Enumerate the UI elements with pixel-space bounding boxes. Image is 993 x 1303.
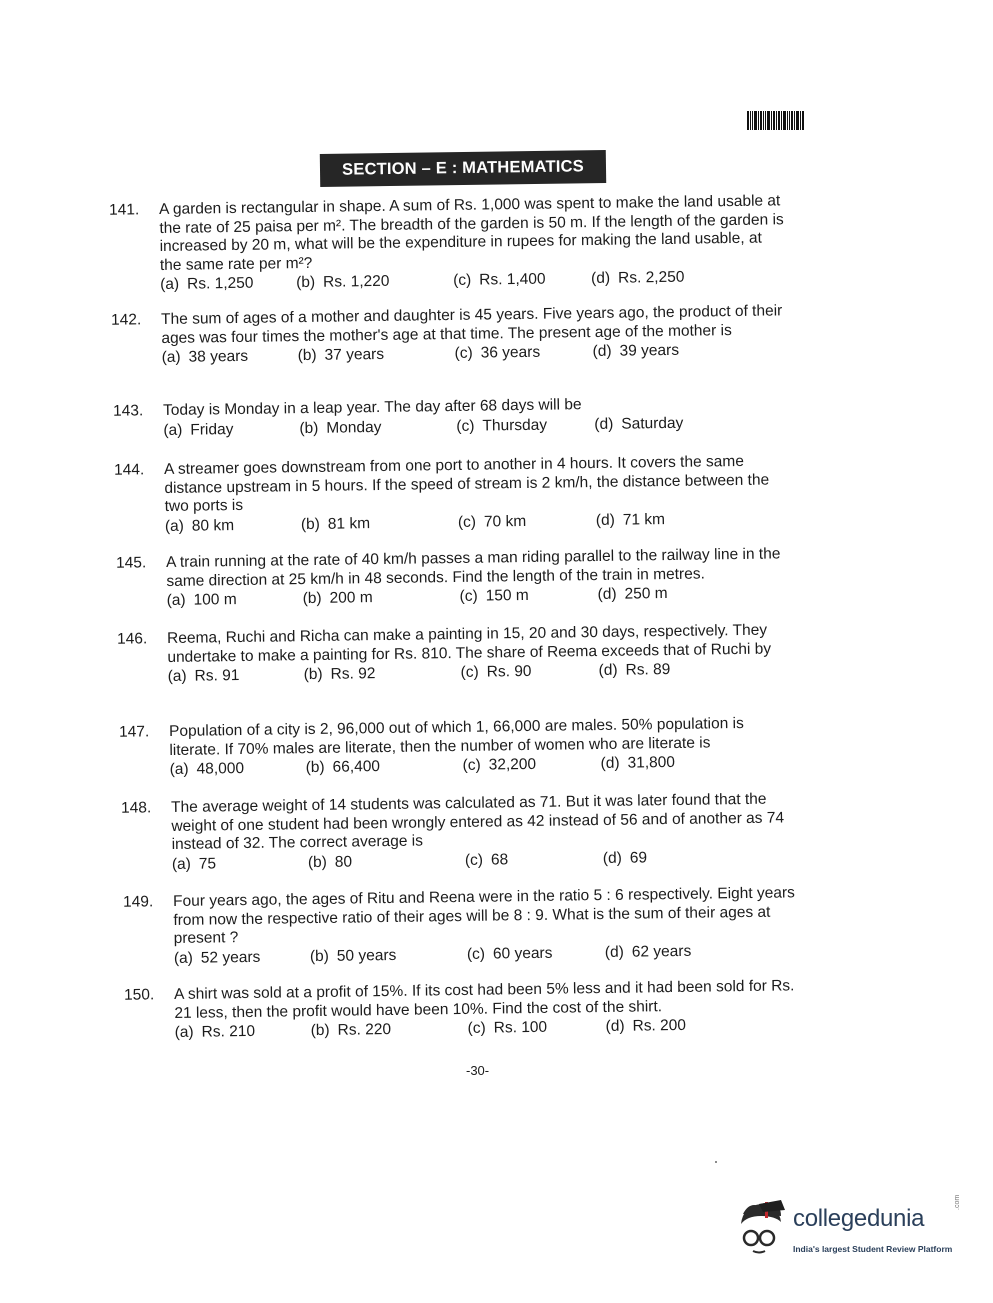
page-number: -30- (466, 1063, 490, 1078)
question-number: 142. (111, 311, 142, 329)
option-a: (a) 52 years (173, 948, 261, 967)
option-c: (c) 32,200 (462, 755, 537, 774)
question-number: 146. (117, 630, 148, 648)
question-number: 144. (114, 461, 145, 479)
option-d: (d) 62 years (604, 942, 692, 961)
question-147 (119, 714, 796, 779)
option-c: (c) Rs. 90 (460, 662, 532, 681)
question-text: Four years ago, the ages of Ritu and Reena were in the ratio 5 : 6 respectively. Eight years from now the respective ratio of their ages will be 8 : 9. What is the sum of their ages at present ? (173, 884, 795, 947)
question-number: 149. (123, 893, 154, 911)
option-b: (b) Rs. 220 (310, 1020, 392, 1040)
brand-name: collegedunia (793, 1205, 925, 1232)
option-a: (a) 80 km (164, 516, 235, 535)
option-d: (d) 69 (602, 848, 648, 867)
option-c: (c) 68 (464, 850, 509, 869)
question-number: 145. (116, 554, 147, 572)
option-a: (a) Rs. 91 (167, 666, 240, 685)
question-141 (109, 192, 786, 294)
option-a: (a) Rs. 210 (174, 1022, 256, 1041)
option-a: (a) Friday (163, 420, 234, 439)
option-d: (d) 39 years (592, 341, 680, 360)
question-text: A garden is rectangular in shape. A sum of Rs. 1,000 was spent to make the land usable at the rate of 25 paisa per m². The breadth of the garden is 50 m. If the length of the garden is increased by 20 m, what will be the expenditure in rupees for making the land usable, at the same rate per m²? (159, 192, 784, 274)
question-number: 147. (119, 723, 150, 741)
option-a: (a) 38 years (161, 347, 249, 366)
question-146 (117, 621, 794, 686)
option-c: (c) 150 m (459, 586, 529, 605)
section-title: SECTION – E : MATHEMATICS (320, 150, 606, 187)
question-number: 150. (124, 986, 155, 1004)
question-142 (111, 302, 788, 367)
question-number: 148. (121, 799, 152, 817)
option-c: (c) 60 years (466, 944, 553, 963)
option-b: (b) 66,400 (305, 758, 381, 777)
question-text: A train running at the rate of 40 km/h passes a man riding parallel to the railway line in the same direction at 25 km/h in 48 seconds. Find the length of the train in metres. (166, 545, 781, 590)
student-mascot-icon (735, 1198, 791, 1258)
option-b: (b) Monday (299, 418, 382, 437)
watermark-logo (733, 1196, 963, 1266)
option-b: (b) 50 years (309, 946, 397, 965)
option-c: (c) Rs. 1,400 (453, 270, 546, 289)
option-b: (b) 200 m (302, 589, 373, 608)
question-148 (121, 790, 798, 874)
question-text: Today is Monday in a leap year. The day after 68 days will be (163, 396, 582, 419)
question-143 (113, 393, 789, 440)
option-d: (d) 31,800 (600, 753, 676, 772)
barcode (747, 111, 815, 130)
option-d: (d) Rs. 2,250 (591, 268, 685, 287)
question-150 (124, 977, 801, 1042)
option-c: (c) 36 years (454, 343, 541, 362)
brand-suffix: .com (954, 1194, 961, 1210)
question-text: A streamer goes downstream from one port to another in 4 hours. It covers the same distance upstream in 5 hours. If the speed of stream is 2 km/h, the distance between the two ports is (164, 452, 770, 515)
option-b: (b) 80 (307, 852, 353, 871)
question-149 (123, 884, 800, 968)
option-a: (a) 100 m (166, 591, 237, 609)
option-c: (c) 70 km (457, 512, 527, 531)
brand-tagline: India's largest Student Review Platform (793, 1244, 953, 1254)
option-b: (b) Rs. 1,220 (296, 272, 390, 292)
option-b: (b) 81 km (300, 514, 371, 533)
question-number: 141. (109, 201, 140, 219)
question-text: Reema, Ruchi and Richa can make a painting in 15, 20 and 30 days, respectively. They undertake to make a painting for Rs. 810. The share of Reema exceeds that of Ruchi by (167, 621, 772, 666)
option-d: (d) Rs. 89 (598, 660, 671, 679)
option-c: (c) Rs. 100 (467, 1018, 548, 1037)
question-text: The average weight of 14 students was calculated as 71. But it was later found that the weight of one student had been wrongly entered as 42 instead of 56 and of another as 74 instead of 32. The correct average is (171, 790, 785, 853)
question-text: The sum of ages of a mother and daughter is 45 years. Five years ago, the product of their ages was four times the mother's age at that time. The present age of the mother is (161, 302, 783, 347)
option-b: (b) 37 years (297, 345, 385, 365)
scan-speck (715, 1161, 717, 1163)
question-144 (114, 452, 791, 536)
option-a: (a) 48,000 (169, 759, 245, 778)
option-d: (d) Saturday (594, 414, 684, 433)
option-a: (a) 75 (171, 854, 217, 873)
question-145 (116, 545, 793, 610)
option-d: (d) 71 km (595, 510, 666, 529)
option-c: (c) Thursday (456, 416, 548, 435)
option-d: (d) Rs. 200 (605, 1016, 687, 1035)
question-number: 143. (113, 402, 144, 420)
question-text: Population of a city is 2, 96,000 out of which 1, 66,000 are males. 50% population is literate. If 70% males are literate, then the number of women who are literate is (169, 714, 744, 759)
option-b: (b) Rs. 92 (303, 665, 376, 684)
question-text: A shirt was sold at a profit of 15%. If its cost had been 5% less and it had been sold for Rs. 21 less, then the profit would have been 10%. Find the cost of the shirt. (174, 977, 795, 1022)
option-a: (a) Rs. 1,250 (160, 274, 254, 293)
option-d: (d) 250 m (597, 585, 668, 603)
